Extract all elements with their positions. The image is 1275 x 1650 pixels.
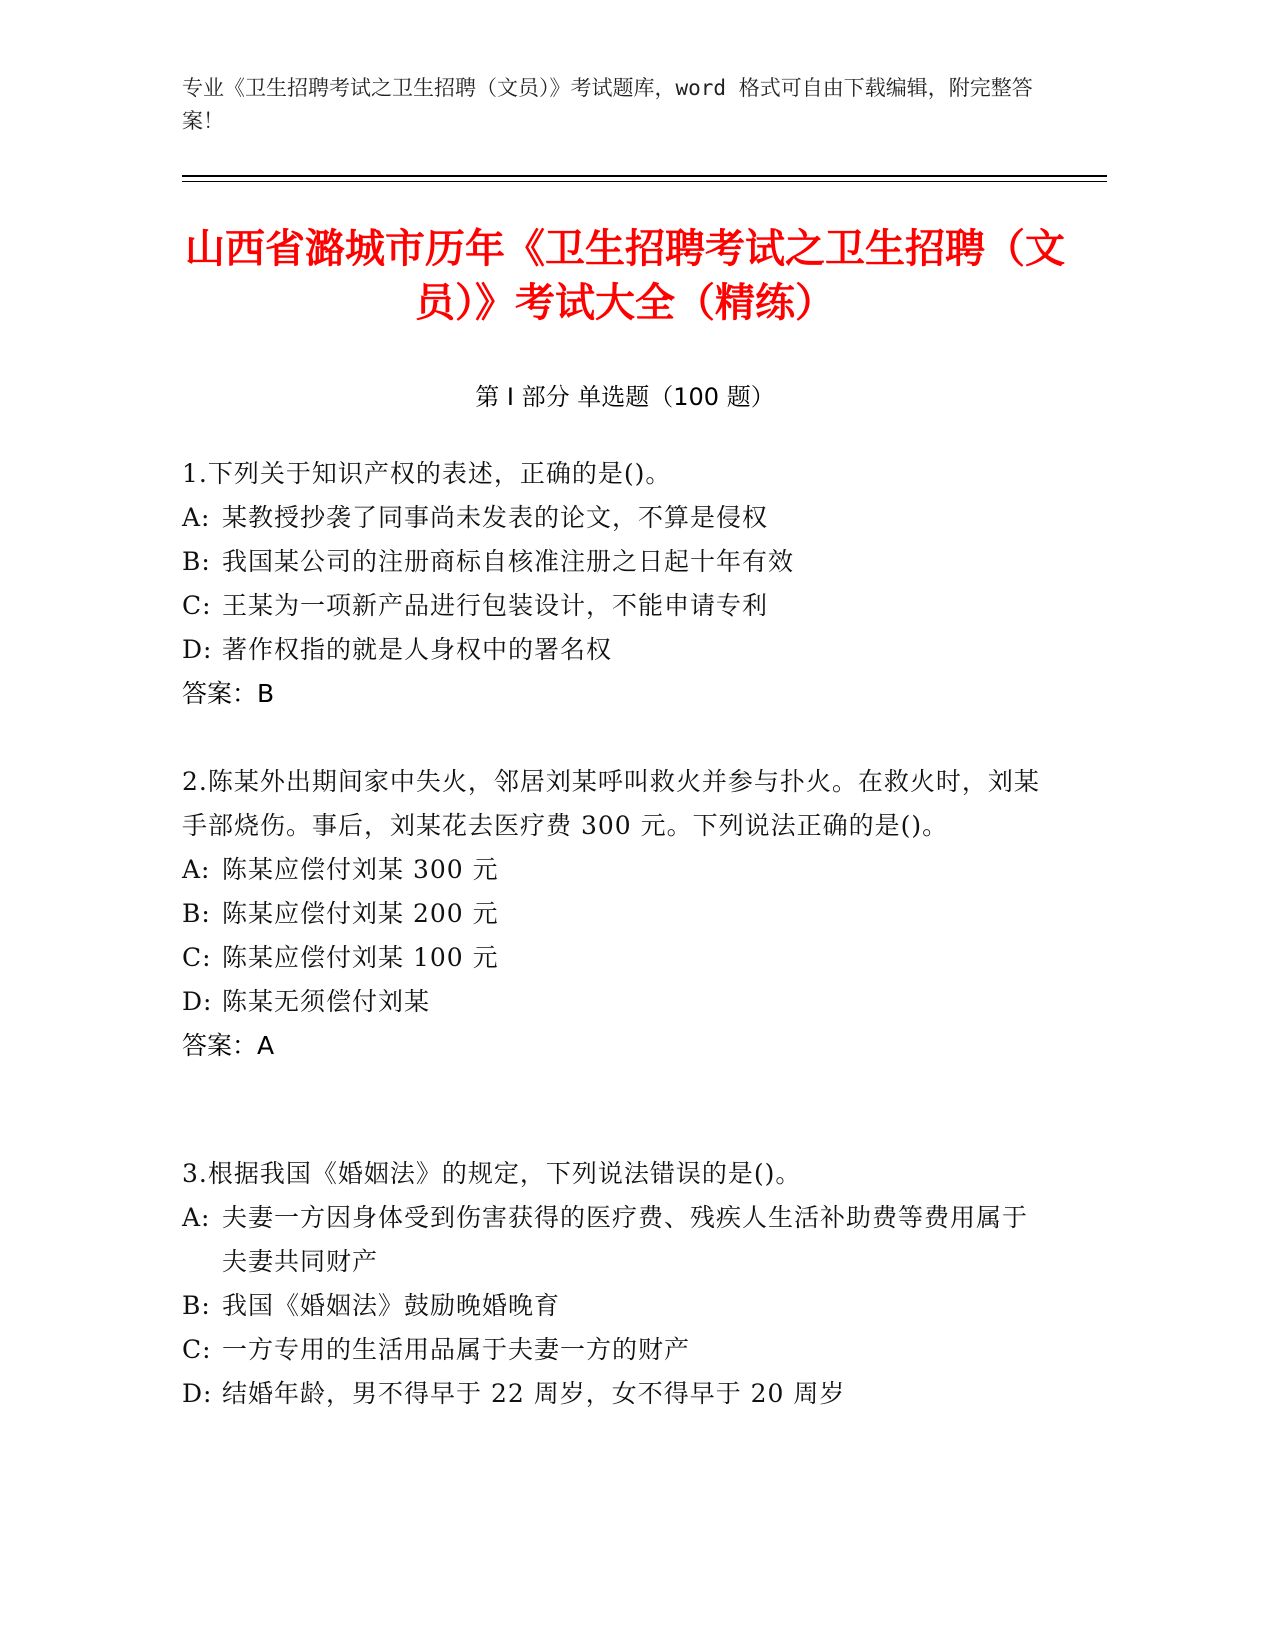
answer-label: 答案： <box>182 679 258 708</box>
question-2 <box>182 760 1052 1068</box>
option-key: D: <box>182 1379 213 1408</box>
header-rule-thin <box>182 181 1107 182</box>
question-text: 1.下列关于知识产权的表述，正确的是()。 <box>182 459 672 488</box>
answer-label: 答案： <box>182 1031 258 1060</box>
option-b <box>182 892 1052 936</box>
option-key: A: <box>182 503 211 532</box>
option-key: B: <box>182 1291 211 1320</box>
option-c <box>182 584 1052 628</box>
option-text: 陈某应偿付刘某 100 元 <box>222 943 499 972</box>
option-text: 某教授抄袭了同事尚未发表的论文，不算是侵权 <box>222 503 769 532</box>
answer-line <box>182 1024 1052 1068</box>
option-a <box>182 848 1052 892</box>
option-c <box>182 936 1052 980</box>
document-title: 山西省潞城市历年《卫生招聘考试之卫生招聘（文员）》考试大全（精练） <box>185 226 1065 326</box>
option-text: 夫妻一方因身体受到伤害获得的医疗费、残疾人生活补助费等费用属于夫妻共同财产 <box>222 1203 1029 1276</box>
option-text: 陈某无须偿付刘某 <box>222 987 431 1016</box>
answer-value: A <box>257 1031 275 1060</box>
question-text: 3.根据我国《婚姻法》的规定，下列说法错误的是()。 <box>182 1159 802 1188</box>
option-key: C: <box>182 1335 212 1364</box>
header-rule-thick <box>182 175 1107 177</box>
option-a <box>182 1196 1052 1284</box>
option-key: D: <box>182 635 213 664</box>
option-d <box>182 628 1052 672</box>
section-title: 第 I 部分 单选题（100 题） <box>475 383 775 411</box>
option-key: A: <box>182 1203 211 1232</box>
option-key: D: <box>182 987 213 1016</box>
option-d <box>182 980 1052 1024</box>
question-1 <box>182 452 1052 716</box>
option-text: 陈某应偿付刘某 200 元 <box>222 899 499 928</box>
question-3 <box>182 1152 1052 1416</box>
option-text: 陈某应偿付刘某 300 元 <box>222 855 499 884</box>
option-a <box>182 496 1052 540</box>
option-text: 一方专用的生活用品属于夫妻一方的财产 <box>222 1335 691 1364</box>
option-key: C: <box>182 591 212 620</box>
option-text: 我国某公司的注册商标自核准注册之日起十年有效 <box>222 547 795 576</box>
question-text: 2.陈某外出期间家中失火，邻居刘某呼叫救火并参与扑火。在救火时，刘某手部烧伤。事后，刘某花去医疗费 300 元。下列说法正确的是()。 <box>182 767 1040 840</box>
answer-value: B <box>257 679 275 708</box>
option-text: 王某为一项新产品进行包装设计，不能申请专利 <box>222 591 769 620</box>
option-d <box>182 1372 1052 1416</box>
option-key: A: <box>182 855 211 884</box>
answer-line <box>182 672 1052 716</box>
option-b <box>182 1284 1052 1328</box>
option-c <box>182 1328 1052 1372</box>
option-key: B: <box>182 547 211 576</box>
header-note: 专业《卫生招聘考试之卫生招聘（文员）》考试题库，word 格式可自由下载编辑，附完整答案！ <box>182 76 1033 133</box>
option-text: 著作权指的就是人身权中的署名权 <box>222 635 613 664</box>
option-text: 我国《婚姻法》鼓励晚婚晚育 <box>222 1291 561 1320</box>
option-key: C: <box>182 943 212 972</box>
option-b <box>182 540 1052 584</box>
option-key: B: <box>182 899 211 928</box>
option-text: 结婚年龄，男不得早于 22 周岁，女不得早于 20 周岁 <box>222 1379 846 1408</box>
